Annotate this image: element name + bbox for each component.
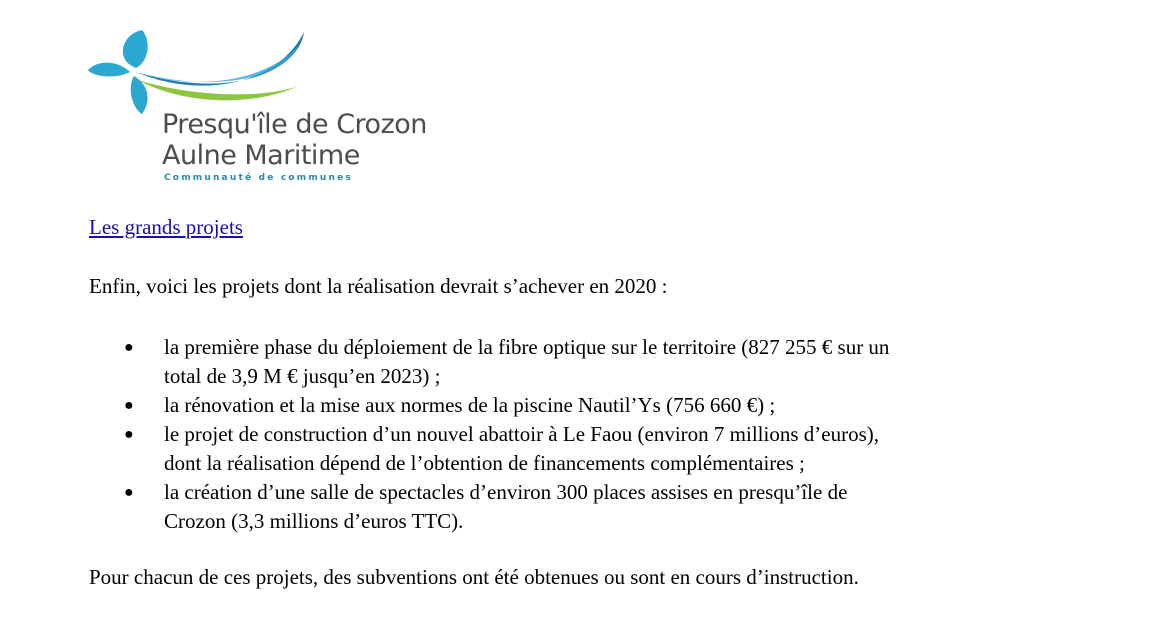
grands-projets-link[interactable]: Les grands projets [89, 215, 243, 239]
list-item-line: la rénovation et la mise aux normes de la piscine Nautil’Ys (756 660 €) ; [164, 393, 776, 417]
list-item-line: le projet de construction d’un nouvel abattoir à Le Faou (environ 7 millions d’euros), [164, 422, 879, 446]
flower-swoosh-icon [86, 28, 316, 118]
bullet-icon: ● [124, 397, 134, 414]
projects-list [120, 333, 1080, 536]
list-item [120, 478, 1080, 536]
logo-title-line2: Aulne Maritime [162, 140, 360, 171]
bullet-icon: ● [124, 484, 134, 501]
list-item-line: dont la réalisation dépend de l’obtention de financements complémentaires ; [164, 451, 805, 475]
closing-paragraph: Pour chacun de ces projets, des subventions ont été obtenues ou sont en cours d’instruction. [89, 565, 859, 589]
list-item [120, 333, 1080, 391]
bullet-icon: ● [124, 426, 134, 443]
logo-subtitle: Communauté de communes [164, 173, 354, 183]
list-item-line: total de 3,9 M € jusqu’en 2023) ; [164, 364, 441, 388]
list-item-line: la première phase du déploiement de la fibre optique sur le territoire (827 255 € sur un [164, 335, 890, 359]
logo-title-line1: Presqu'île de Crozon [162, 109, 427, 140]
community-logo [86, 28, 466, 190]
list-item-line: la création d’une salle de spectacles d’environ 300 places assises en presqu’île de [164, 480, 848, 504]
list-item-line: Crozon (3,3 millions d’euros TTC). [164, 509, 464, 533]
intro-paragraph: Enfin, voici les projets dont la réalisation devrait s’achever en 2020 : [89, 274, 668, 298]
bullet-icon: ● [124, 339, 134, 356]
list-item [120, 420, 1080, 478]
list-item [120, 391, 1080, 420]
